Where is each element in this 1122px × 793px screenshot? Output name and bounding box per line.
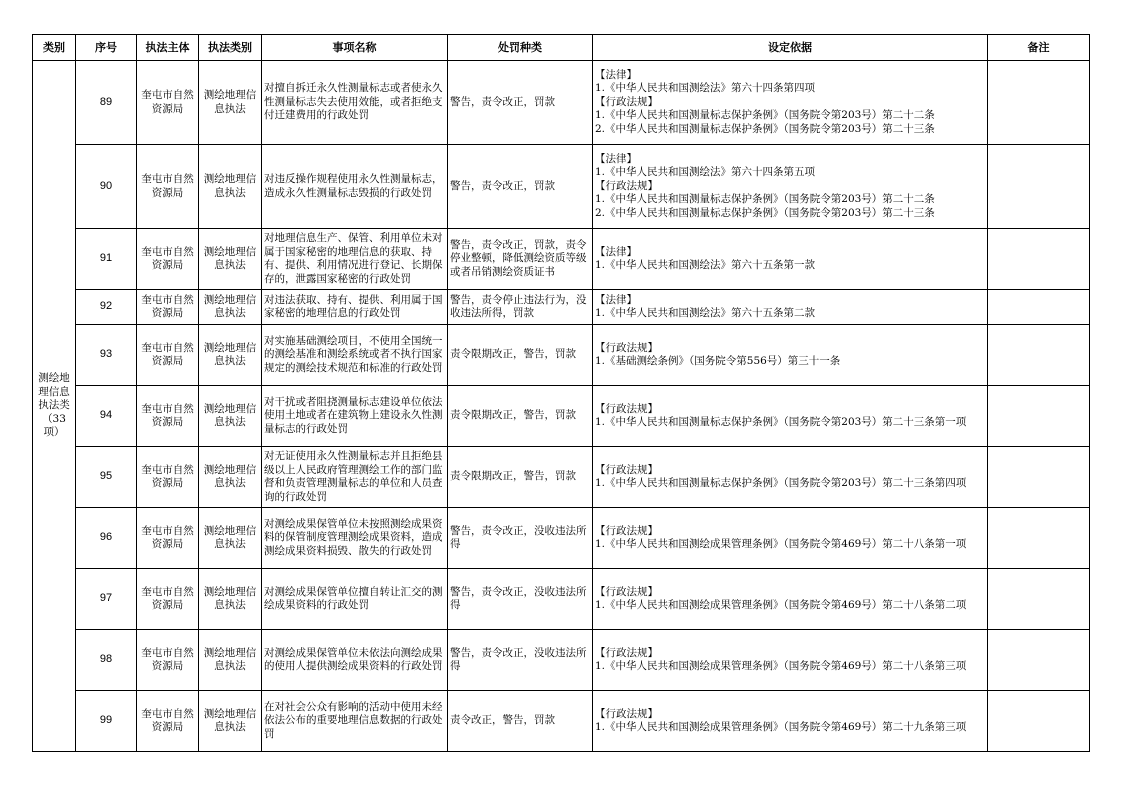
basis-line: 【法律】 <box>595 152 637 165</box>
note-cell <box>988 508 1090 569</box>
basis-line: 【行政法规】 <box>595 402 658 415</box>
note-cell <box>988 61 1090 145</box>
serial-cell: 95 <box>76 447 137 508</box>
penalty-cell: 警告，责令改正，罚款 <box>448 61 593 145</box>
type-cell: 测绘地理信息执法 <box>199 229 262 290</box>
subject-cell: 奎屯市自然资源局 <box>137 569 199 630</box>
serial-cell: 91 <box>76 229 137 290</box>
header-row <box>33 35 1090 61</box>
table-row <box>33 145 1090 229</box>
subject-cell: 奎屯市自然资源局 <box>137 447 199 508</box>
basis-line: 2.《中华人民共和国测量标志保护条例》（国务院令第203号）第二十三条 <box>595 122 935 135</box>
serial-cell: 92 <box>76 290 137 325</box>
header-type: 执法类别 <box>199 35 262 61</box>
basis-line: 【行政法规】 <box>595 524 658 537</box>
serial-cell: 96 <box>76 508 137 569</box>
penalty-cell: 责令改正，警告，罚款 <box>448 691 593 752</box>
type-cell: 测绘地理信息执法 <box>199 691 262 752</box>
basis-line: 1.《基础测绘条例》（国务院令第556号）第三十一条 <box>595 355 841 367</box>
serial-cell: 94 <box>76 386 137 447</box>
item-cell: 对测绘成果保管单位擅自转让汇交的测绘成果资料的行政处罚 <box>262 569 448 630</box>
item-cell: 对测绘成果保管单位未按照测绘成果资料的保管制度管理测绘成果资料，造成测绘成果资料损毁、散失的行政处罚 <box>262 508 448 569</box>
basis-line: 【行政法规】 <box>595 179 658 192</box>
table-row <box>33 325 1090 386</box>
basis-line: 1.《中华人民共和国测绘法》第六十四条第五项 <box>595 166 816 179</box>
basis-line: 1.《中华人民共和国测量标志保护条例》（国务院令第203号）第二十三条第一项 <box>595 416 967 428</box>
header-penalty: 处罚种类 <box>448 35 593 61</box>
item-cell: 对实施基础测绘项目，不使用全国统一的测绘基准和测绘系统或者不执行国家规定的测绘技术规范和标准的行政处罚 <box>262 325 448 386</box>
note-cell <box>988 290 1090 325</box>
penalty-cell: 警告，责令改正，没收违法所得 <box>448 569 593 630</box>
type-cell: 测绘地理信息执法 <box>199 386 262 447</box>
basis-line: 1.《中华人民共和国测量标志保护条例》（国务院令第203号）第二十三条第四项 <box>595 477 967 489</box>
subject-cell: 奎屯市自然资源局 <box>137 145 199 229</box>
type-cell: 测绘地理信息执法 <box>199 447 262 508</box>
header-subject: 执法主体 <box>137 35 199 61</box>
subject-cell: 奎屯市自然资源局 <box>137 691 199 752</box>
table-row <box>33 569 1090 630</box>
basis-line: 【法律】 <box>595 68 637 81</box>
serial-cell: 97 <box>76 569 137 630</box>
penalty-cell: 责令限期改正，警告，罚款 <box>448 447 593 508</box>
subject-cell: 奎屯市自然资源局 <box>137 61 199 145</box>
header-item: 事项名称 <box>262 35 448 61</box>
note-cell <box>988 325 1090 386</box>
basis-line: 【行政法规】 <box>595 585 658 598</box>
subject-cell: 奎屯市自然资源局 <box>137 630 199 691</box>
type-cell: 测绘地理信息执法 <box>199 325 262 386</box>
basis-cell <box>593 61 988 145</box>
penalty-cell: 警告，责令改正，没收违法所得 <box>448 508 593 569</box>
table-row <box>33 447 1090 508</box>
penalty-cell: 警告，责令停止违法行为，没收违法所得，罚款 <box>448 290 593 325</box>
basis-cell <box>593 325 988 386</box>
basis-line: 1.《中华人民共和国测量标志保护条例》（国务院令第203号）第二十二条 <box>595 193 935 206</box>
basis-cell <box>593 145 988 229</box>
basis-line: 1.《中华人民共和国测绘成果管理条例》（国务院令第469号）第二十八条第二项 <box>595 599 967 611</box>
note-cell <box>988 145 1090 229</box>
item-cell: 在对社会公众有影响的活动中使用未经依法公布的重要地理信息数据的行政处罚 <box>262 691 448 752</box>
penalty-cell: 责令限期改正，警告，罚款 <box>448 325 593 386</box>
basis-cell <box>593 290 988 325</box>
item-cell: 对擅自拆迁永久性测量标志或者使永久性测量标志失去使用效能，或者拒绝支付迁建费用的行政处罚 <box>262 61 448 145</box>
penalty-cell: 警告，责令改正，罚款 <box>448 145 593 229</box>
note-cell <box>988 386 1090 447</box>
note-cell <box>988 229 1090 290</box>
note-cell <box>988 569 1090 630</box>
serial-cell: 98 <box>76 630 137 691</box>
item-cell: 对违法获取、持有、提供、利用属于国家秘密的地理信息的行政处罚 <box>262 290 448 325</box>
type-cell: 测绘地理信息执法 <box>199 508 262 569</box>
basis-line: 1.《中华人民共和国测绘成果管理条例》（国务院令第469号）第二十八条第三项 <box>595 660 967 672</box>
serial-cell: 90 <box>76 145 137 229</box>
item-cell: 对干扰或者阻挠测量标志建设单位依法使用土地或者在建筑物上建设永久性测量标志的行政处罚 <box>262 386 448 447</box>
basis-line: 1.《中华人民共和国测绘法》第六十五条第二款 <box>595 307 816 319</box>
basis-line: 1.《中华人民共和国测绘法》第六十四条第四项 <box>595 82 816 95</box>
header-basis: 设定依据 <box>593 35 988 61</box>
header-category: 类别 <box>33 35 76 61</box>
subject-cell: 奎屯市自然资源局 <box>137 386 199 447</box>
type-cell: 测绘地理信息执法 <box>199 145 262 229</box>
subject-cell: 奎屯市自然资源局 <box>137 290 199 325</box>
enforcement-table <box>32 34 1090 752</box>
basis-line: 1.《中华人民共和国测绘成果管理条例》（国务院令第469号）第二十八条第一项 <box>595 538 967 550</box>
basis-line: 【行政法规】 <box>595 463 658 476</box>
basis-line: 2.《中华人民共和国测量标志保护条例》（国务院令第203号）第二十三条 <box>595 206 935 219</box>
table-row <box>33 229 1090 290</box>
basis-cell <box>593 386 988 447</box>
item-cell: 对违反操作规程使用永久性测量标志，造成永久性测量标志毁损的行政处罚 <box>262 145 448 229</box>
basis-line: 【行政法规】 <box>595 646 658 659</box>
type-cell: 测绘地理信息执法 <box>199 61 262 145</box>
note-cell <box>988 630 1090 691</box>
basis-cell <box>593 630 988 691</box>
basis-cell <box>593 691 988 752</box>
subject-cell: 奎屯市自然资源局 <box>137 229 199 290</box>
penalty-cell: 责令限期改正，警告，罚款 <box>448 386 593 447</box>
note-cell <box>988 447 1090 508</box>
serial-cell: 99 <box>76 691 137 752</box>
basis-line: 【行政法规】 <box>595 95 658 108</box>
basis-cell <box>593 508 988 569</box>
category-cell: 测绘地理信息执法类（33项） <box>33 61 76 752</box>
table-row <box>33 290 1090 325</box>
basis-cell <box>593 447 988 508</box>
table-row <box>33 691 1090 752</box>
basis-line: 【行政法规】 <box>595 707 658 720</box>
type-cell: 测绘地理信息执法 <box>199 290 262 325</box>
basis-line: 【行政法规】 <box>595 341 658 354</box>
item-cell: 对无证使用永久性测量标志并且拒绝县级以上人民政府管理测绘工作的部门监督和负责管理测量标志的单位和人员查询的行政处罚 <box>262 447 448 508</box>
serial-cell: 89 <box>76 61 137 145</box>
serial-cell: 93 <box>76 325 137 386</box>
table-row <box>33 508 1090 569</box>
type-cell: 测绘地理信息执法 <box>199 569 262 630</box>
item-cell: 对地理信息生产、保管、利用单位未对属于国家秘密的地理信息的获取、持有、提供、利用情况进行登记、长期保存的，泄露国家秘密的行政处罚 <box>262 229 448 290</box>
table-row <box>33 386 1090 447</box>
penalty-cell: 警告，责令改正，没收违法所得 <box>448 630 593 691</box>
basis-line: 1.《中华人民共和国测绘成果管理条例》（国务院令第469号）第二十九条第三项 <box>595 721 967 733</box>
header-serial: 序号 <box>76 35 137 61</box>
basis-cell <box>593 229 988 290</box>
subject-cell: 奎屯市自然资源局 <box>137 508 199 569</box>
type-cell: 测绘地理信息执法 <box>199 630 262 691</box>
basis-line: 【法律】 <box>595 293 637 306</box>
note-cell <box>988 691 1090 752</box>
basis-line: 【法律】 <box>595 245 637 258</box>
basis-cell <box>593 569 988 630</box>
basis-line: 1.《中华人民共和国测绘法》第六十五条第一款 <box>595 259 816 271</box>
table-row <box>33 630 1090 691</box>
item-cell: 对测绘成果保管单位未依法向测绘成果的使用人提供测绘成果资料的行政处罚 <box>262 630 448 691</box>
table-row <box>33 61 1090 145</box>
header-note: 备注 <box>988 35 1090 61</box>
basis-line: 1.《中华人民共和国测量标志保护条例》（国务院令第203号）第二十二条 <box>595 109 935 122</box>
penalty-cell: 警告，责令改正，罚款，责令停业整顿，降低测绘资质等级或者吊销测绘资质证书 <box>448 229 593 290</box>
subject-cell: 奎屯市自然资源局 <box>137 325 199 386</box>
